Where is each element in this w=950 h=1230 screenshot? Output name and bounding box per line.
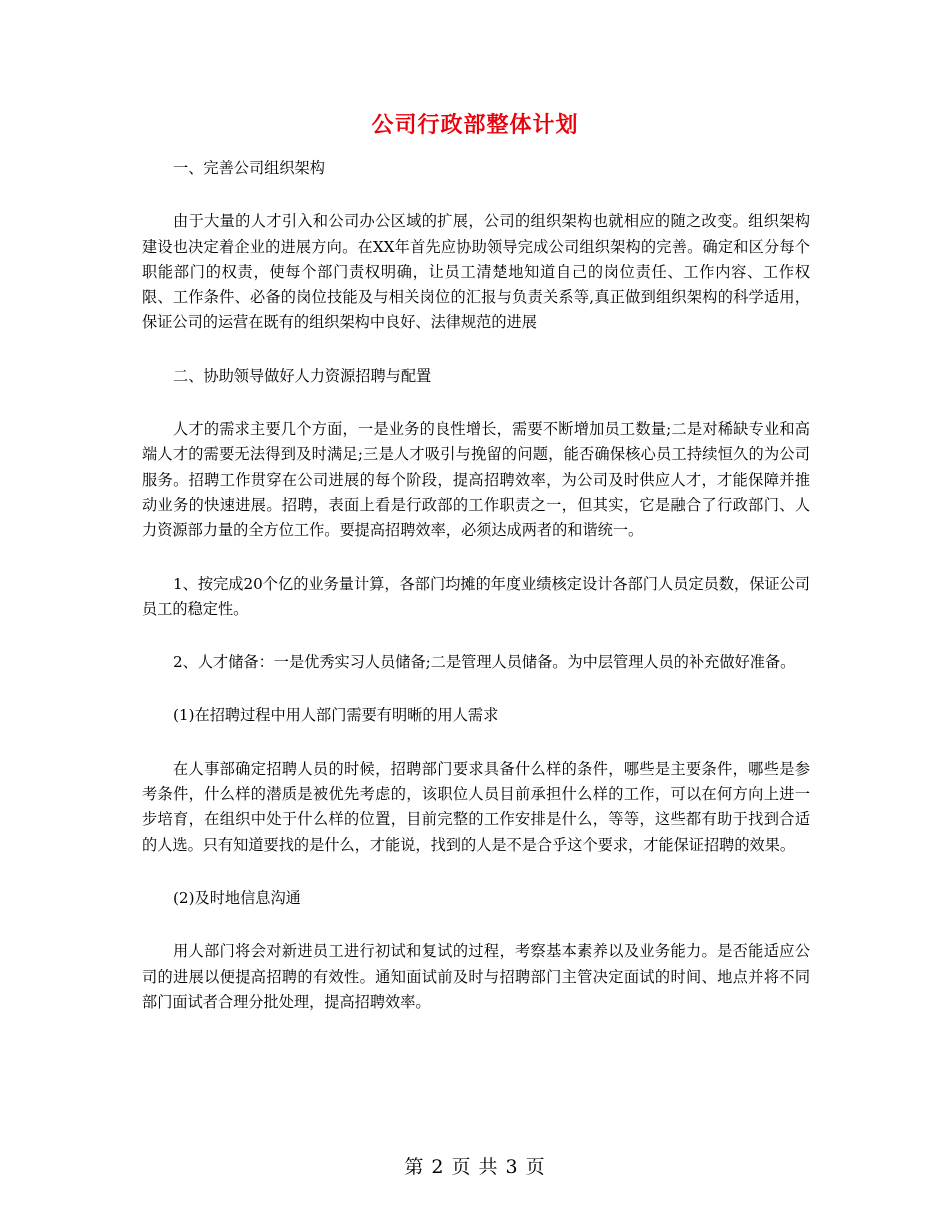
subheading-communication: (2)及时地信息沟通 <box>173 888 301 907</box>
page-indicator: 第 2 页 共 3 页 <box>404 1156 546 1178</box>
paragraph-talent-needs: 人才的需求主要几个方面，一是业务的良性增长，需要不断增加员工数量;二是对稀缺专业和高端人才的需要无法得到及时满足;三是人才吸引与挽留的问题，能否确保核心员工持续恒久的为公司服务。招聘工作贯穿在公司进展的每个阶段，提高招聘效率，为公司及时供应人才，才能保障并推动业务的快速进展。招聘，表面上看是行政部的工作职责之一，但其实，它是融合了行政部门、人力资源部力量的全方位工作。要提高招聘效率，必须达成两者的和谐统一。 <box>142 420 810 540</box>
section-heading-org-structure: 一、完善公司组织架构 <box>173 159 325 177</box>
section-heading-recruitment: 二、协助领导做好人力资源招聘与配置 <box>173 366 432 385</box>
paragraph-clear-requirements: 在人事部确定招聘人员的时候，招聘部门要求具备什么样的条件，哪些是主要条件，哪些是参考条件，什么样的潜质是被优先考虑的，该职位人员目前承担什么样的工作，可以在何方向上进一步培育，在组织中处于什么样的位置，目前完整的工作安排是什么，等等，这些都有助于找到合适的人选。只有知道要找的是什么，才能说，找到的人是不是合乎这个要求，才能保证招聘的效果。 <box>142 759 810 854</box>
subheading-clear-requirements: (1)在招聘过程中用人部门需要有明晰的用人需求 <box>173 706 499 725</box>
list-item-staffing: 1、按完成20个亿的业务量计算，各部门均摊的年度业绩核定设计各部门人员定员数，保证公司员工的稳定性。 <box>142 574 810 618</box>
list-item-talent-reserve: 2、人才储备：一是优秀实习人员储备;二是管理人员储备。为中层管理人员的补充做好准备。 <box>173 653 796 672</box>
document-title: 公司行政部整体计划 <box>371 113 579 138</box>
paragraph-org-structure: 由于大量的人才引入和公司办公区域的扩展，公司的组织架构也就相应的随之改变。组织架构建设也决定着企业的进展方向。在XX年首先应协助领导完成公司组织架构的完善。确定和区分每个职能部门的权责，使每个部门责权明确，让员工清楚地知道自己的岗位责任、工作内容、工作权限、工作条件、必备的岗位技能及与相关岗位的汇报与负责关系等,真正做到组织架构的科学适用，保证公司的运营在既有的组织架构中良好、法律规范的进展 <box>142 212 810 332</box>
document-body <box>142 156 810 1043</box>
paragraph-communication: 用人部门将会对新进员工进行初试和复试的过程，考察基本素养以及业务能力。是否能适应公司的进展以便提高招聘的有效性。通知面试前及时与招聘部门主管决定面试的时间、地点并将不同部门面试者合理分批处理，提高招聘效率。 <box>142 942 810 1011</box>
